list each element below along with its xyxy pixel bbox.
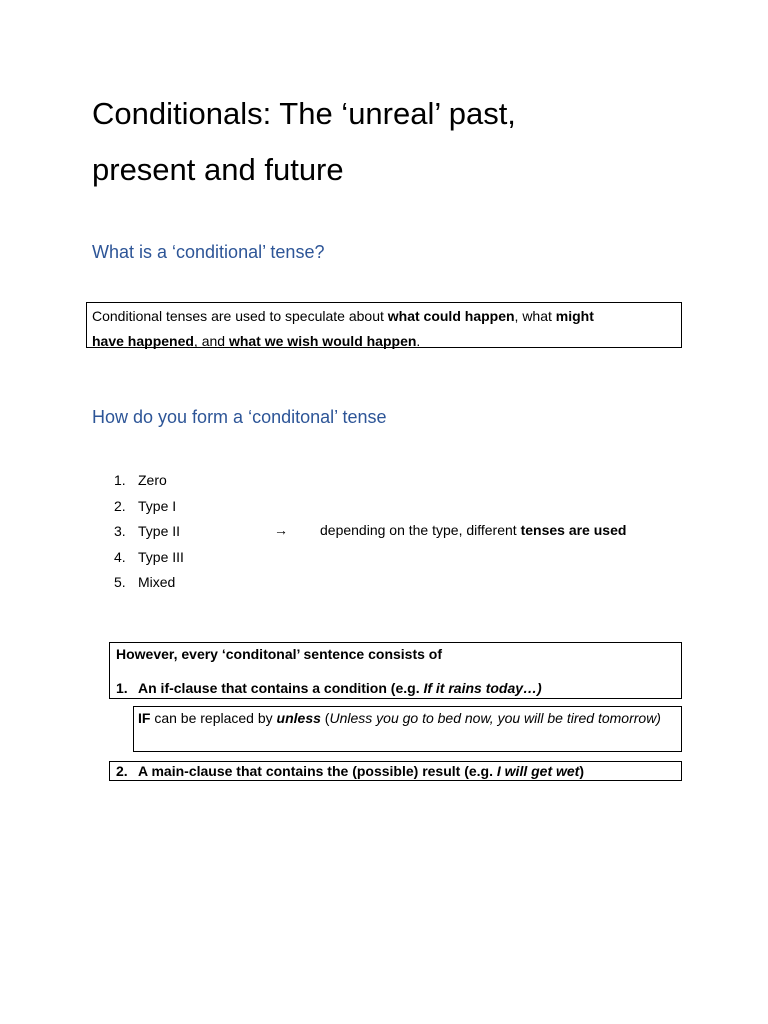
list-number: 2. bbox=[114, 497, 126, 514]
unless-word: unless bbox=[276, 710, 321, 726]
list-label: Type II bbox=[138, 523, 181, 539]
main-clause-text: A main-clause that contains the (possible) result (e.g. bbox=[138, 763, 497, 779]
section-heading-formation: How do you form a ‘conditonal’ tense bbox=[92, 407, 387, 427]
definition-box bbox=[86, 302, 682, 348]
if-word: IF bbox=[138, 710, 151, 726]
definition-text-2: , what bbox=[514, 308, 556, 324]
definition-bold-3: what we wish would happen bbox=[228, 333, 417, 349]
structure-item-number: 1. bbox=[116, 680, 128, 696]
list-item bbox=[110, 468, 184, 494]
list-label: Type III bbox=[138, 548, 184, 565]
section-heading-definition: What is a ‘conditional’ tense? bbox=[92, 242, 325, 262]
definition-bold-2b: have happened bbox=[92, 333, 194, 349]
structure-item-number: 2. bbox=[116, 763, 128, 779]
list-item bbox=[110, 494, 184, 520]
list-item bbox=[110, 570, 184, 596]
arrow-right-icon: → bbox=[274, 522, 288, 538]
definition-text-4: . bbox=[416, 333, 421, 349]
definition-bold-1: what could happen bbox=[387, 308, 515, 324]
list-item bbox=[110, 545, 184, 571]
main-clause-close: ) bbox=[579, 763, 585, 779]
structure-box bbox=[109, 642, 682, 699]
if-clause-example: If it rains today…) bbox=[423, 680, 542, 696]
list-label: Zero bbox=[138, 472, 167, 488]
definition-bold-2a: might bbox=[555, 308, 594, 324]
tenses-note-text: depending on the type, different bbox=[320, 522, 521, 538]
unless-note-text-2: ( bbox=[320, 710, 330, 726]
list-label: Type I bbox=[138, 497, 177, 514]
list-number: 4. bbox=[114, 548, 126, 565]
main-clause-example: I will get wet bbox=[496, 763, 580, 779]
definition-text-1: Conditional tenses are used to speculate about bbox=[92, 308, 388, 324]
list-number: 3. bbox=[114, 523, 126, 539]
unless-note-box bbox=[133, 706, 682, 752]
list-number: 1. bbox=[114, 472, 126, 488]
conditional-types-list bbox=[110, 468, 184, 596]
structure-intro: However, every ‘conditonal’ sentence consists of bbox=[116, 646, 443, 662]
definition-text-3: , and bbox=[193, 333, 229, 349]
title-line-1: Conditionals: The ‘unreal’ past, bbox=[92, 96, 516, 131]
tenses-note-bold: tenses are used bbox=[520, 522, 627, 538]
title-line-2: present and future bbox=[92, 152, 344, 187]
if-clause-text: An if-clause that contains a condition (e.g. bbox=[138, 680, 424, 696]
tenses-note bbox=[274, 518, 626, 543]
list-label: Mixed bbox=[138, 574, 176, 590]
page-title bbox=[92, 86, 692, 198]
unless-example: Unless you go to bed now, you will be tired tomorrow) bbox=[329, 710, 661, 726]
unless-note-text-1: can be replaced by bbox=[150, 710, 277, 726]
list-item bbox=[110, 519, 184, 545]
structure-item-main-clause bbox=[109, 761, 682, 781]
list-number: 5. bbox=[114, 574, 126, 590]
structure-item-if-clause bbox=[116, 677, 675, 699]
